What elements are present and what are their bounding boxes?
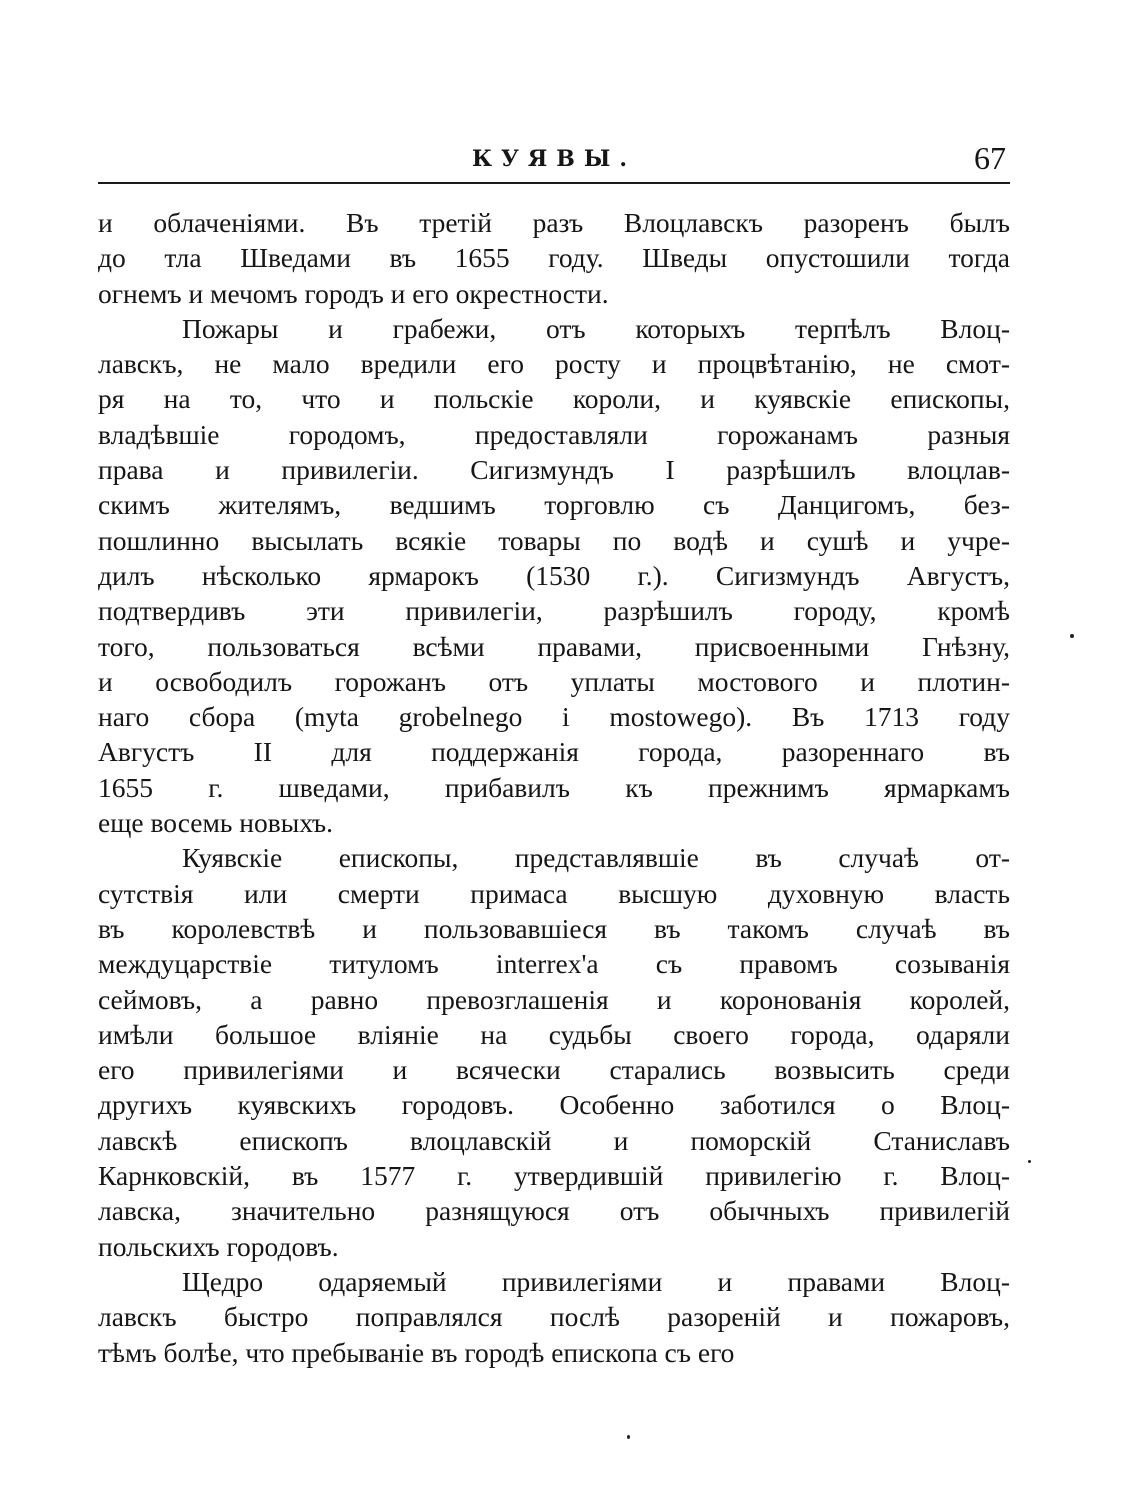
running-title: КУЯВЫ. xyxy=(472,146,636,172)
text-line: ря на то, что и польскіе короли, и куявскіе епископы, xyxy=(98,383,1010,415)
text-line: лавскѣ епископъ влоцлавскій и поморскій Станиславъ xyxy=(98,1124,1010,1156)
paragraph xyxy=(98,840,1010,1264)
scan-speck xyxy=(627,1435,630,1439)
text-line: права и привилегіи. Сигизмундъ I разрѣшилъ влоцлав- xyxy=(98,454,1010,486)
header-rule xyxy=(98,182,1010,184)
text-line: Щедро одаряемый привилегіями и правами Влоц- xyxy=(182,1265,1010,1297)
text-line: Августъ II для поддержанія города, разореннаго въ xyxy=(98,736,1010,768)
text-line: его привилегіями и всячески старались возвысить среди xyxy=(98,1054,1010,1086)
text-line: пошлинно высылать всякіе товары по водѣ и сушѣ и учре- xyxy=(98,524,1010,556)
text-line: другихъ куявскихъ городовъ. Особенно заботился о Влоц- xyxy=(98,1089,1010,1121)
text-line: польскихъ городовъ. xyxy=(98,1230,339,1262)
scan-speck xyxy=(1070,634,1074,638)
paragraph xyxy=(98,311,1010,840)
paragraph xyxy=(98,205,1010,311)
text-line: Куявскіе епископы, представлявшіе въ случаѣ от- xyxy=(182,842,1010,874)
text-line: и облаченіями. Въ третій разъ Влоцлавскъ разоренъ былъ xyxy=(98,207,1010,238)
text-line: лавскъ, не мало вредили его росту и процвѣтанію, не смот- xyxy=(98,348,1010,380)
text-line: огнемъ и мечомъ городъ и его окрестности. xyxy=(98,277,609,309)
paragraph xyxy=(98,1264,1010,1370)
text-line: скимъ жителямъ, ведшимъ торговлю съ Данцигомъ, без- xyxy=(98,489,1010,521)
text-line: наго сбора (myta grobelnego i mostowego). Въ 1713 году xyxy=(98,701,1010,733)
text-line: лавскъ быстро поправлялся послѣ разореній и пожаровъ, xyxy=(98,1301,1010,1333)
text-line: сутствія или смерти примаса высшую духовную власть xyxy=(98,877,1010,909)
text-line: сеймовъ, а равно превозглашенія и коронованія королей, xyxy=(98,983,1010,1015)
text-line: тѣмъ болѣе, что пребываніе въ городѣ епископа съ его xyxy=(98,1336,735,1368)
text-line: владѣвшіе городомъ, предоставляли горожанамъ разныя xyxy=(98,418,1010,450)
text-line: того, пользоваться всѣми правами, присвоенными Гнѣзну, xyxy=(98,630,1010,662)
text-line: и освободилъ горожанъ отъ уплаты мостового и плотин- xyxy=(98,665,1010,697)
page-number: 67 xyxy=(974,140,1006,176)
scan-speck xyxy=(1028,1160,1031,1163)
text-line: междуцарствіе титуломъ interrex'а съ правомъ созыванія xyxy=(98,948,1010,980)
text-line: Карнковскій, въ 1577 г. утвердившій привилегію г. Влоц- xyxy=(98,1160,1010,1192)
text-line: подтвердивъ эти привилегіи, разрѣшилъ городу, кромѣ xyxy=(98,595,1010,627)
text-line: дилъ нѣсколько ярмарокъ (1530 г.). Сигизмундъ Августъ, xyxy=(98,559,1010,591)
text-line: Пожары и грабежи, отъ которыхъ терпѣлъ Влоц- xyxy=(182,312,1010,344)
text-line: въ королевствѣ и пользовавшіеся въ такомъ случаѣ въ xyxy=(98,912,1010,944)
text-line: еще восемь новыхъ. xyxy=(98,807,333,839)
running-head xyxy=(98,140,1010,180)
body-text xyxy=(98,205,1010,1370)
text-line: лавска, значительно разнящуюся отъ обычныхъ привилегій xyxy=(98,1195,1010,1227)
text-line: имѣли большое вліяніе на судьбы своего города, одаряли xyxy=(98,1018,1010,1050)
text-line: 1655 г. шведами, прибавилъ къ прежнимъ ярмаркамъ xyxy=(98,771,1010,803)
text-line: до тла Шведами въ 1655 году. Шведы опустошили тогда xyxy=(98,242,1010,274)
